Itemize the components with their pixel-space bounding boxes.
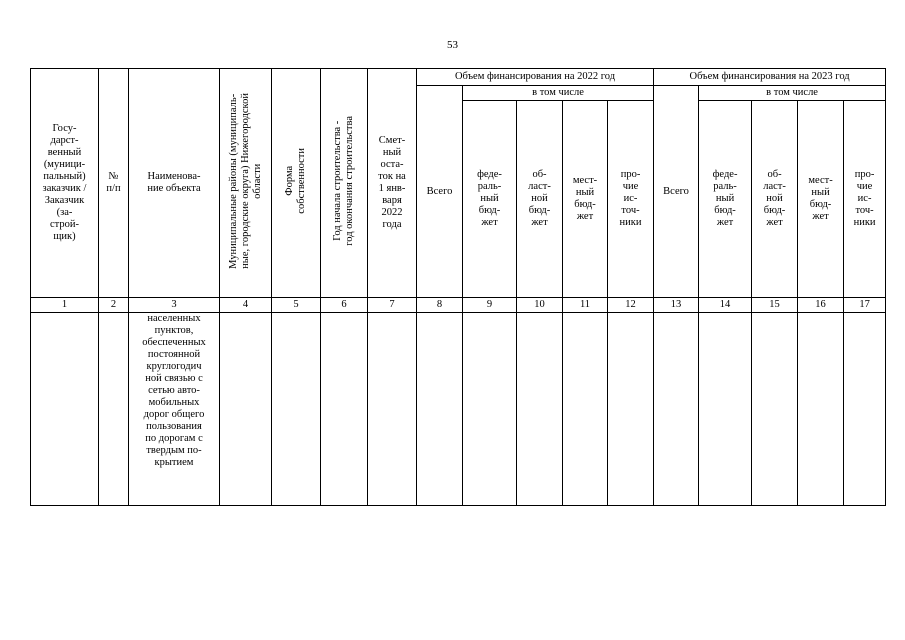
column-number: 9 [463, 298, 517, 313]
cell-estimated-balance [368, 313, 417, 506]
header-regional-2022: об- ласт- ной бюд- жет [517, 101, 563, 298]
column-number: 17 [844, 298, 886, 313]
cell-total-2023 [654, 313, 699, 506]
column-number: 1 [31, 298, 99, 313]
cell-federal-2023 [699, 313, 752, 506]
financing-table [30, 68, 886, 506]
cell-row-number [99, 313, 129, 506]
header-ownership-text: Форма собственности [284, 148, 307, 214]
column-number-row [31, 298, 886, 313]
table-row [31, 313, 886, 506]
column-number: 7 [368, 298, 417, 313]
cell-construction-years [321, 313, 368, 506]
column-number: 3 [129, 298, 220, 313]
header-construction-years-text: Год начала строительства - год окончания строительства [332, 116, 355, 246]
column-number: 2 [99, 298, 129, 313]
header-construction-years [321, 69, 368, 298]
column-number: 14 [699, 298, 752, 313]
header-group-2023: Объем финансирования на 2023 год [654, 69, 886, 86]
cell-regional-2023 [752, 313, 798, 506]
header-federal-2022: феде- раль- ный бюд- жет [463, 101, 517, 298]
header-districts [220, 69, 272, 298]
header-row-number: № п/п [99, 69, 129, 298]
cell-ownership [272, 313, 321, 506]
header-group-2022: Объем финансирования на 2022 год [417, 69, 654, 86]
header-districts-text: Муниципальные районы (муниципаль- ные, городские округа) Нижегородской области [227, 93, 263, 269]
cell-regional-2022 [517, 313, 563, 506]
cell-other-2023 [844, 313, 886, 506]
header-estimated-balance: Смет- ный оста- ток на 1 янв- варя 2022 года [368, 69, 417, 298]
header-ownership [272, 69, 321, 298]
cell-federal-2022 [463, 313, 517, 506]
column-number: 12 [608, 298, 654, 313]
header-total-2023: Всего [654, 86, 699, 298]
column-number: 5 [272, 298, 321, 313]
header-other-2023: про- чие ис- точ- ники [844, 101, 886, 298]
header-federal-2023: феде- раль- ный бюд- жет [699, 101, 752, 298]
column-number: 10 [517, 298, 563, 313]
header-other-2022: про- чие ис- точ- ники [608, 101, 654, 298]
header-local-2022: мест- ный бюд- жет [563, 101, 608, 298]
column-number: 6 [321, 298, 368, 313]
cell-local-2022 [563, 313, 608, 506]
cell-object-name: населенных пунктов, обеспеченных постоянной круглогодич ной связью с сетью авто- мобильных дорог общего пользования по дорогам с твердым по- крытием [129, 313, 220, 506]
cell-other-2022 [608, 313, 654, 506]
column-number: 8 [417, 298, 463, 313]
cell-customer [31, 313, 99, 506]
page-number: 53 [447, 39, 458, 51]
header-including-2023: в том числе [699, 86, 886, 101]
header-customer: Госу- дарст- венный (муници- пальный) заказчик / Заказчик (за- строй- щик) [31, 69, 99, 298]
header-regional-2023: об- ласт- ной бюд- жет [752, 101, 798, 298]
header-including-2022: в том числе [463, 86, 654, 101]
cell-districts [220, 313, 272, 506]
cell-local-2023 [798, 313, 844, 506]
column-number: 4 [220, 298, 272, 313]
column-number: 15 [752, 298, 798, 313]
header-local-2023: мест- ный бюд- жет [798, 101, 844, 298]
column-number: 16 [798, 298, 844, 313]
cell-total-2022 [417, 313, 463, 506]
header-total-2022: Всего [417, 86, 463, 298]
column-number: 11 [563, 298, 608, 313]
column-number: 13 [654, 298, 699, 313]
header-object-name: Наименова- ние объекта [129, 69, 220, 298]
